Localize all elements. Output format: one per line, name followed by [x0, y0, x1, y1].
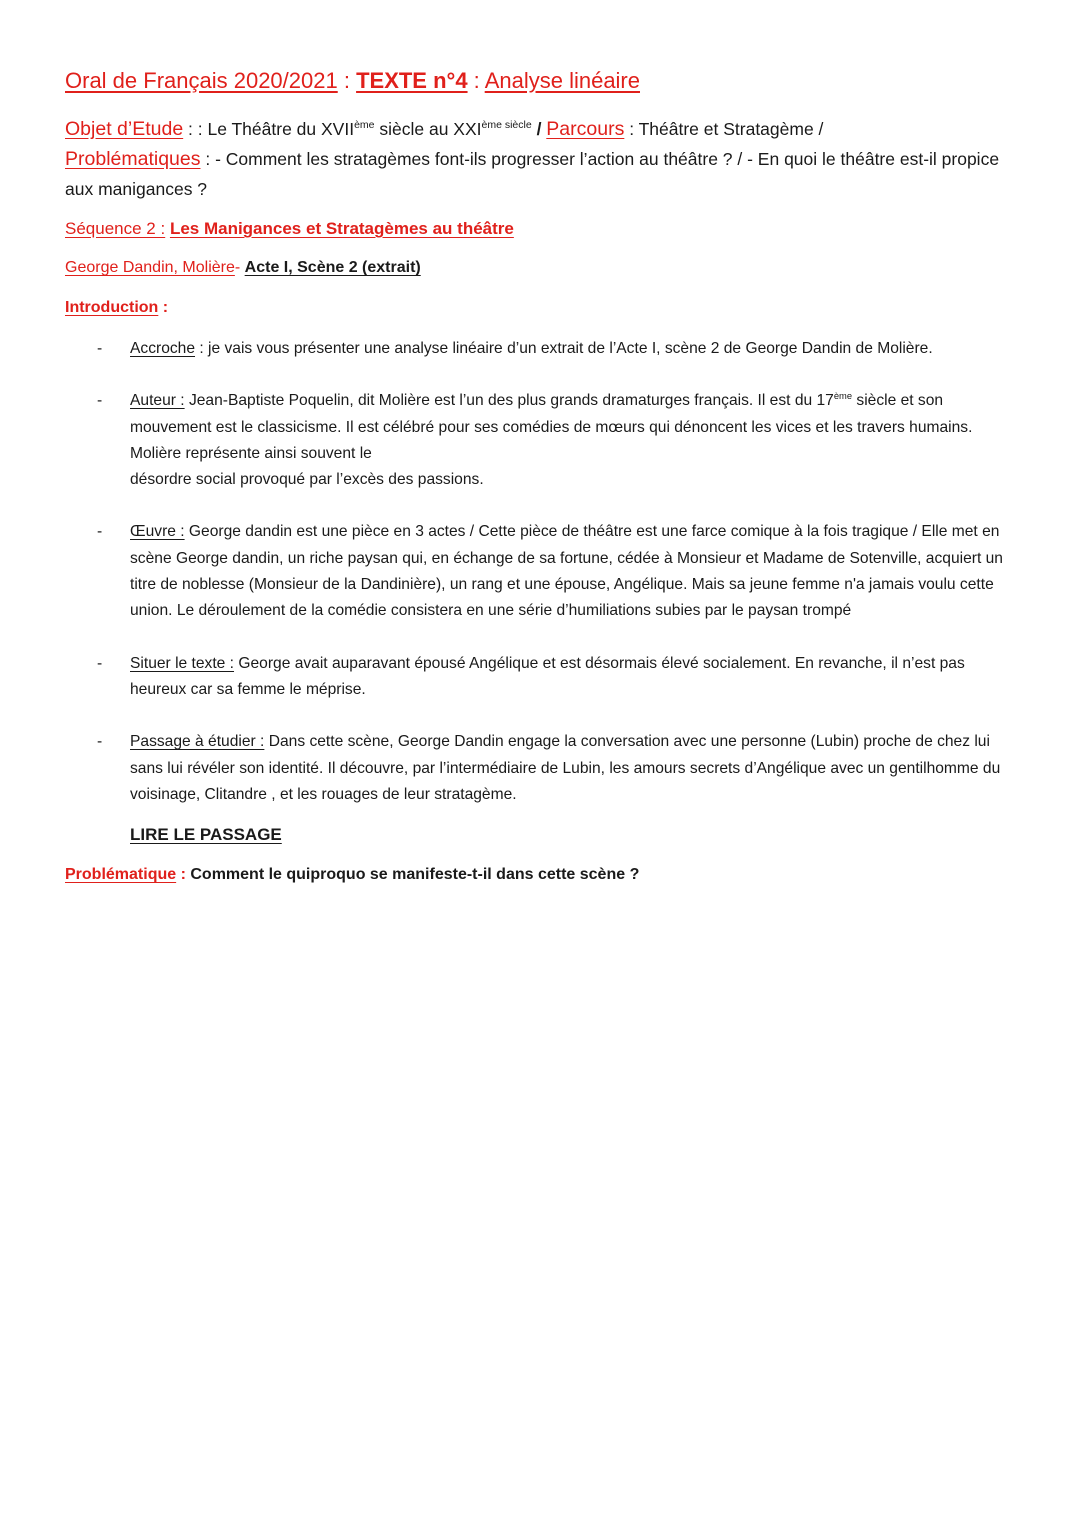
work-dash: - [234, 259, 241, 276]
parcours-text: : Théâtre et Stratagème / [624, 119, 824, 139]
list-dash: - [97, 340, 103, 357]
problematique-label: Problématique [65, 866, 177, 884]
title-analyse: Analyse linéaire [484, 68, 640, 93]
list-dash: - [97, 654, 103, 672]
situer-text: George avait auparavant épousé Angélique et est désormais élevé socialement. En revanche, il n’est pas heureux car sa femme le méprise. [130, 654, 965, 698]
objet-etude-sup-b: ème siècle [481, 119, 532, 132]
auteur-sup: ème [833, 391, 853, 402]
sequence-label: Séquence 2 : [65, 219, 166, 238]
read-passage-label: LIRE LE PASSAGE [130, 825, 282, 845]
problematique-text: Comment le quiproquo se manifeste-t-il dans cette scène ? [190, 866, 640, 884]
introduction-colon: : [158, 299, 169, 316]
objet-etude-text: : : Le Théâtre du XVII [183, 119, 355, 139]
page-title [65, 64, 1015, 98]
accroche-label: Accroche [130, 340, 196, 357]
list-dash: - [97, 733, 103, 751]
problematiques-label: Problématiques [65, 148, 201, 170]
sequence-title: Les Manigances et Stratagèmes au théâtre [169, 219, 514, 238]
oeuvre-text: George dandin est une pièce en 3 actes / Cette pièce de théâtre est une farce comique à la fois tragique / Elle met en scène George dandin, un riche paysan qui, en échange de sa fortune, cédée à Monsieur et Madame de Sotenville, acquiert un titre de noblesse (Monsieur de la Dandinière), un rang et une épouse, Angélique. Mais sa jeune femme n'a jamais voulu cette union. Le déroulement de la comédie consistera en une série d’humiliations subies par le paysan trompé [130, 523, 1003, 620]
situer-label: Situer le texte : [130, 654, 235, 672]
list-item-situer [65, 651, 1015, 704]
introduction-heading [65, 296, 1015, 320]
list-dash: - [97, 523, 103, 541]
passage-label: Passage à étudier : [130, 733, 265, 751]
passage-text: Dans cette scène, George Dandin engage la conversation avec une personne (Lubin) proche de chez lui sans lui révéler son identité. Il découvre, par l’intermédiaire de Lubin, les amours secrets d’Angélique avec un gentilhomme du voisinage, Clitandre , et les rouages de leur stratagème. [130, 733, 1001, 803]
title-texte-number: TEXTE n°4 [356, 68, 468, 93]
title-oral: Oral de Français 2020/2021 [65, 68, 338, 93]
work-extract: Acte I, Scène 2 (extrait) [244, 259, 421, 276]
introduction-label: Introduction [65, 299, 159, 316]
work-reference [65, 256, 1015, 280]
read-passage-heading [65, 822, 1015, 848]
objet-slash: / [531, 119, 547, 139]
work-author: George Dandin, Molière [65, 259, 235, 276]
auteur-text-2: siècle et son mouvement est le classicisme. Il est célébré pour ses comédies de mœurs qui dénoncent les vices et les travers humains. Molière représente ainsi souvent le [130, 392, 973, 462]
document-page [65, 64, 1015, 888]
auteur-text: Jean-Baptiste Poquelin, dit Molière est l’un des plus grands dramaturges français. Il est du 17 [184, 392, 834, 410]
parcours-label: Parcours [546, 118, 625, 140]
introduction-list [65, 336, 1015, 808]
list-dash: - [97, 392, 103, 410]
sequence-heading [65, 216, 1015, 242]
title-separator: : [467, 68, 485, 93]
auteur-label: Auteur : [130, 392, 185, 410]
objet-etude-label: Objet d’Etude [65, 118, 184, 140]
problematique-block [65, 862, 1015, 888]
list-item-oeuvre [65, 519, 1015, 624]
list-item-accroche [65, 336, 1015, 362]
auteur-text-3: désordre social provoqué par l’excès des passions. [130, 471, 484, 489]
problematique-colon: : [176, 866, 191, 884]
objet-etude-text-b: siècle au XXI [374, 119, 482, 139]
title-separator: : [337, 68, 357, 93]
oeuvre-label: Œuvre : [130, 523, 185, 541]
list-item-passage [65, 729, 1015, 808]
accroche-text: : je vais vous présenter une analyse linéaire d’un extrait de l’Acte I, scène 2 de George Dandin de Molière. [195, 340, 933, 357]
list-item-auteur [65, 388, 1015, 493]
problematiques-text: : - Comment les stratagèmes font-ils progresser l’action au théâtre ? / - En quoi le théâtre est-il propice aux manigances ? [65, 149, 1000, 199]
objet-etude-sup: ème [354, 119, 375, 132]
objet-etude-block [65, 114, 1015, 204]
